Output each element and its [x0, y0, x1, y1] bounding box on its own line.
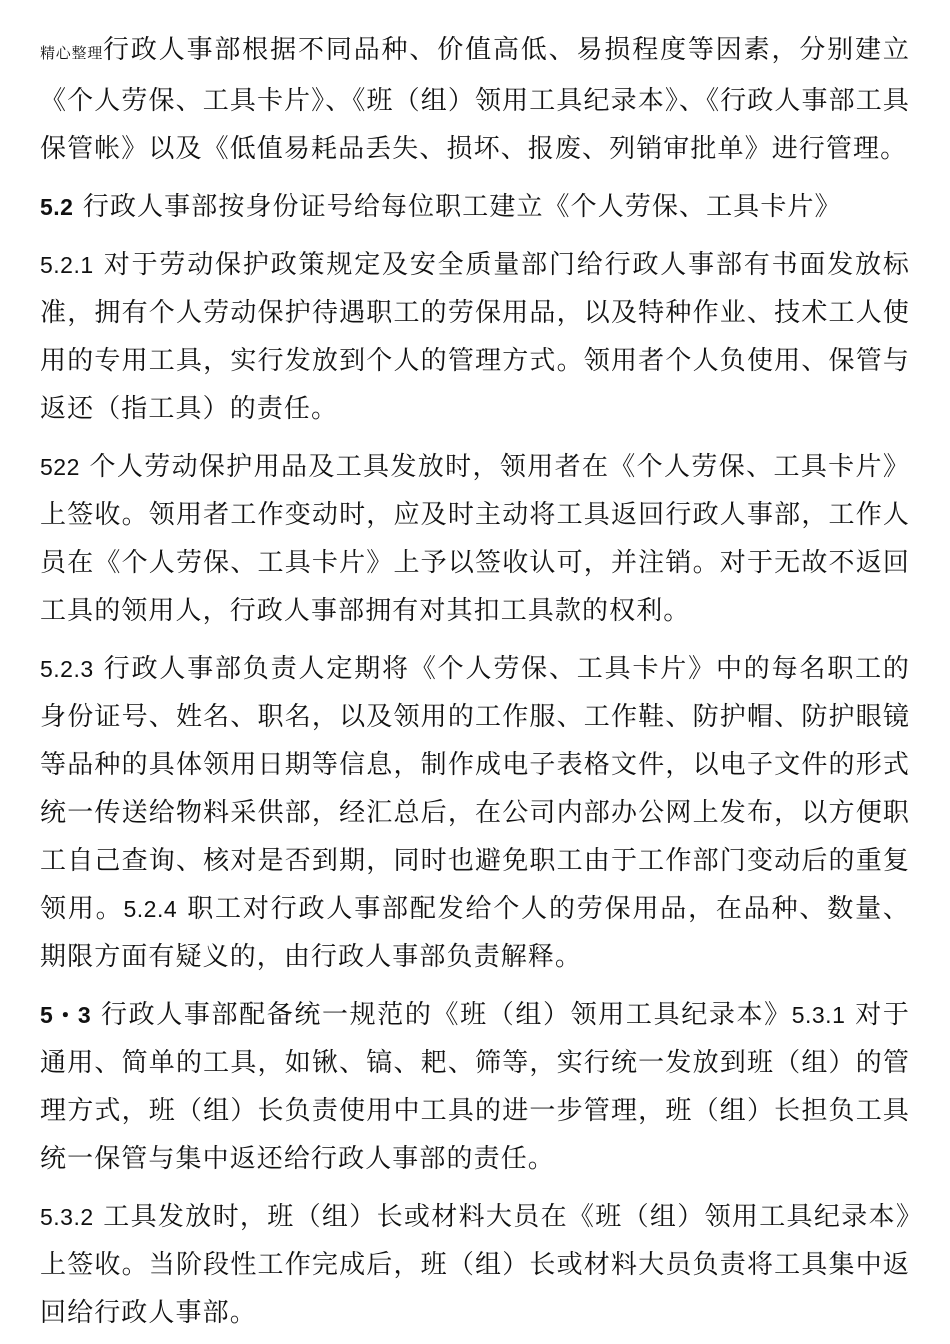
section-number: 5.3.2	[40, 1204, 94, 1230]
paragraph-intro	[40, 26, 910, 173]
paragraph-text: 对于劳动保护政策规定及安全质量部门给行政人事部有书面发放标准，拥有个人劳动保护待遇职工的劳保用品，以及特种作业、技术工人使用的专用工具，实行发放到个人的管理方式。领用者个人负使用、保管与返还（指工具）的责任。	[40, 250, 910, 424]
paragraph-text: 工具发放时，班（组）长或材料大员在《班（组）领用工具纪录本》上签收。当阶段性工作完成后，班（组）长或材料大员负责将工具集中返回给行政人事部。	[40, 1202, 910, 1328]
header-prefix: 精心整理	[40, 44, 104, 62]
paragraph-text: 行政人事部配备统一规范的《班（组）领用工具纪录本》	[91, 1000, 792, 1030]
section-number: 5・3	[40, 1002, 92, 1028]
paragraph-text: 行政人事部按身份证号给每位职工建立《个人劳保、工具卡片》	[73, 192, 842, 222]
section-number: 5.2.1	[40, 252, 94, 278]
section-number: 5.2.4	[123, 896, 178, 922]
paragraph-5-3	[40, 991, 910, 1183]
section-number: 5.2.3	[40, 656, 94, 682]
section-number: 522	[40, 454, 80, 480]
paragraph-5-2-2	[40, 443, 910, 635]
section-number: 5.3.1	[791, 1002, 846, 1028]
paragraph-5-2-1	[40, 241, 910, 433]
paragraph-5-2-3	[40, 645, 910, 981]
section-number: 5.2	[40, 194, 74, 220]
paragraph-text: 行政人事部负责人定期将《个人劳保、工具卡片》中的每名职工的身份证号、姓名、职名，以及领用的工作服、工作鞋、防护帽、防护眼镜等品种的具体领用日期等信息，制作成电子表格文件，以电子文件的形式统一传送给物料采供部，经汇总后，在公司内部办公网上发布，以方便职工自己查询、核对是否到期，同时也避免职工由于工作部门变动后的重复领用。	[40, 654, 910, 924]
paragraph-5-2	[40, 183, 910, 231]
paragraph-5-3-2	[40, 1193, 910, 1337]
paragraph-text: 对于通用、简单的工具，如锹、镐、耙、筛等，实行统一发放到班（组）的管理方式，班（组）长负责使用中工具的进一步管理，班（组）长担负工具统一保管与集中返还给行政人事部的责任。	[40, 1000, 910, 1174]
paragraph-text: 行政人事部根据不同品种、价值高低、易损程度等因素，分别建立《个人劳保、工具卡片》、《班（组）领用工具纪录本》、《行政人事部工具保管帐》以及《低值易耗品丢失、损坏、报废、列销审批单》进行管理。	[40, 35, 910, 164]
paragraph-text: 职工对行政人事部配发给个人的劳保用品，在品种、数量、期限方面有疑义的，由行政人事部负责解释。	[40, 894, 910, 972]
paragraph-text: 个人劳动保护用品及工具发放时，领用者在《个人劳保、工具卡片》上签收。领用者工作变动时，应及时主动将工具返回行政人事部，工作人员在《个人劳保、工具卡片》上予以签收认可，并注销。对于无故不返回工具的领用人，行政人事部拥有对其扣工具款的权利。	[40, 452, 910, 626]
